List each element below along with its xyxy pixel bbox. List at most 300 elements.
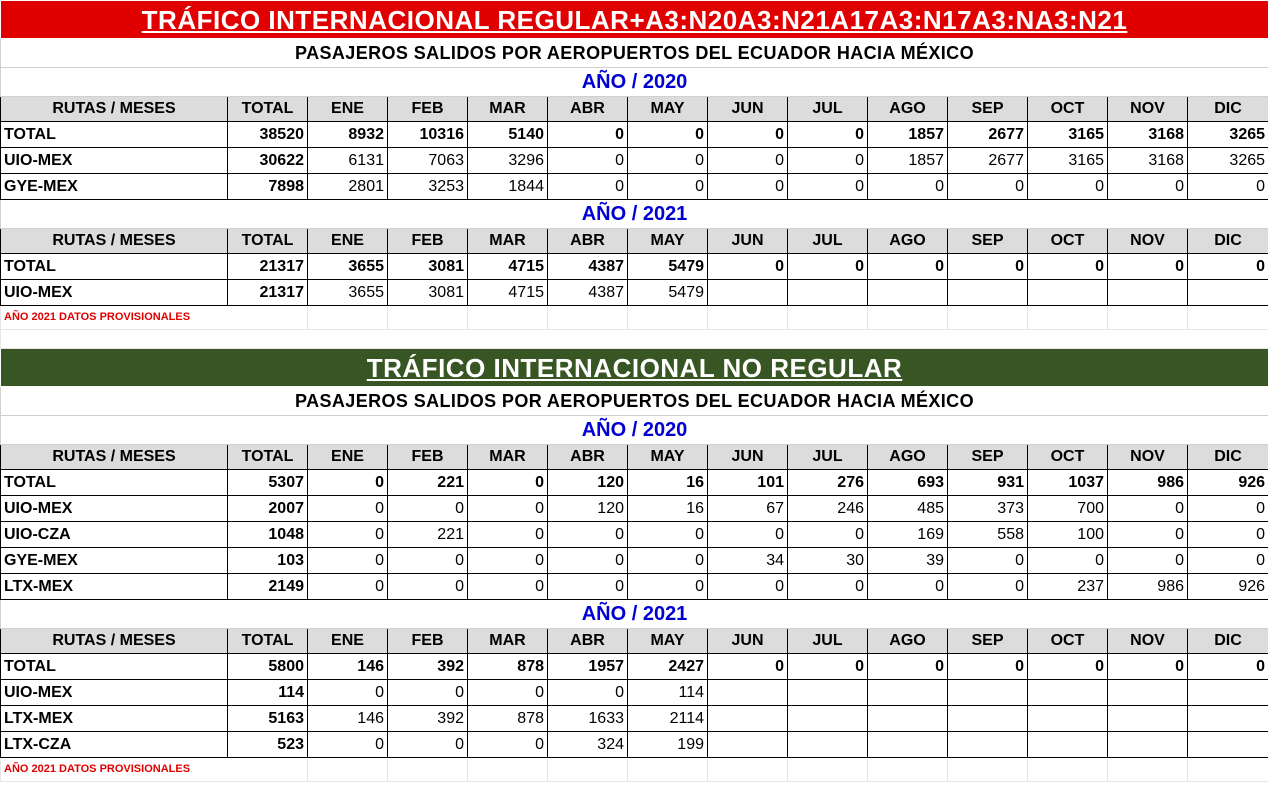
month-cell: 3265 (1188, 122, 1268, 148)
month-cell: 199 (628, 732, 708, 758)
column-header: MAR (468, 97, 548, 122)
month-cell: 2427 (628, 654, 708, 680)
month-cell: 926 (1188, 574, 1268, 600)
month-cell: 0 (548, 148, 628, 174)
column-header: OCT (1028, 97, 1108, 122)
table-row (1, 148, 1268, 174)
column-header: MAR (468, 229, 548, 254)
month-cell: 0 (708, 574, 788, 600)
month-cell (788, 706, 868, 732)
route-label: LTX-CZA (1, 732, 228, 758)
month-cell: 878 (468, 706, 548, 732)
no-regular-y2020-title: AÑO / 2020 (1, 416, 1268, 445)
column-header: OCT (1028, 629, 1108, 654)
month-cell: 0 (308, 496, 388, 522)
month-cell: 0 (1108, 522, 1188, 548)
empty-cell (308, 758, 388, 782)
route-label: UIO-MEX (1, 680, 228, 706)
month-cell: 0 (468, 680, 548, 706)
column-header: RUTAS / MESES (1, 629, 228, 654)
month-cell: 5479 (628, 254, 708, 280)
month-cell: 0 (708, 148, 788, 174)
month-cell: 0 (1188, 522, 1268, 548)
empty-cell (628, 758, 708, 782)
total-cell: 7898 (228, 174, 308, 200)
total-cell: 103 (228, 548, 308, 574)
month-cell: 0 (788, 174, 868, 200)
no-regular-banner-title: TRÁFICO INTERNACIONAL NO REGULAR (1, 349, 1268, 387)
column-header: ABR (548, 229, 628, 254)
month-cell: 485 (868, 496, 948, 522)
month-cell (1188, 732, 1268, 758)
route-label: GYE-MEX (1, 548, 228, 574)
route-label: LTX-MEX (1, 706, 228, 732)
column-header: DIC (1188, 229, 1268, 254)
month-cell: 30 (788, 548, 868, 574)
column-header: TOTAL (228, 629, 308, 654)
month-cell: 0 (1108, 496, 1188, 522)
month-cell (788, 680, 868, 706)
month-cell: 5140 (468, 122, 548, 148)
month-cell: 0 (468, 574, 548, 600)
column-header: TOTAL (228, 229, 308, 254)
month-cell: 0 (1108, 254, 1188, 280)
month-cell: 0 (868, 574, 948, 600)
month-cell: 4387 (548, 254, 628, 280)
month-cell: 0 (1028, 548, 1108, 574)
month-cell: 7063 (388, 148, 468, 174)
month-cell (708, 280, 788, 306)
empty-cell (1028, 306, 1108, 330)
empty-cell (388, 306, 468, 330)
month-cell: 0 (708, 122, 788, 148)
month-cell: 0 (628, 522, 708, 548)
total-cell: 114 (228, 680, 308, 706)
column-header: JUN (708, 229, 788, 254)
month-cell: 0 (548, 574, 628, 600)
month-cell (1028, 280, 1108, 306)
column-header: NOV (1108, 629, 1188, 654)
total-cell: 5800 (228, 654, 308, 680)
empty-cell (548, 758, 628, 782)
month-cell: 1037 (1028, 470, 1108, 496)
month-cell: 0 (708, 254, 788, 280)
column-header: SEP (948, 229, 1028, 254)
table-row (1, 654, 1268, 680)
total-cell: 21317 (228, 280, 308, 306)
month-cell (1188, 280, 1268, 306)
empty-cell (628, 306, 708, 330)
month-cell (788, 280, 868, 306)
month-cell: 0 (948, 548, 1028, 574)
month-cell: 0 (868, 654, 948, 680)
month-cell: 0 (548, 522, 628, 548)
no-regular-banner-row (1, 349, 1268, 387)
month-cell (1108, 280, 1188, 306)
column-header: DIC (1188, 97, 1268, 122)
month-cell: 221 (388, 470, 468, 496)
month-cell: 3168 (1108, 122, 1188, 148)
month-cell: 0 (388, 548, 468, 574)
route-label: UIO-CZA (1, 522, 228, 548)
column-header: MAR (468, 445, 548, 470)
column-header: RUTAS / MESES (1, 229, 228, 254)
month-cell: 1857 (868, 148, 948, 174)
month-cell (788, 732, 868, 758)
month-cell: 0 (1188, 496, 1268, 522)
month-cell: 0 (308, 470, 388, 496)
column-header: RUTAS / MESES (1, 97, 228, 122)
column-header: OCT (1028, 229, 1108, 254)
month-cell (1188, 680, 1268, 706)
no-regular-subtitle: PASAJEROS SALIDOS POR AEROPUERTOS DEL ECUADOR HACIA MÉXICO (1, 387, 1268, 416)
month-cell: 169 (868, 522, 948, 548)
column-header: AGO (868, 629, 948, 654)
column-header: MAR (468, 629, 548, 654)
month-cell: 0 (788, 148, 868, 174)
month-cell: 3165 (1028, 148, 1108, 174)
month-cell: 0 (708, 174, 788, 200)
regular-y2020-title: AÑO / 2020 (1, 68, 1268, 97)
month-cell: 3253 (388, 174, 468, 200)
column-header: JUL (788, 97, 868, 122)
month-cell (948, 280, 1028, 306)
total-cell: 5307 (228, 470, 308, 496)
month-cell: 16 (628, 470, 708, 496)
column-header: ABR (548, 97, 628, 122)
month-cell: 4387 (548, 280, 628, 306)
column-header: FEB (388, 629, 468, 654)
column-header: AGO (868, 97, 948, 122)
spacer-cell (1, 330, 1268, 349)
total-cell: 38520 (228, 122, 308, 148)
total-cell: 2007 (228, 496, 308, 522)
month-cell: 146 (308, 654, 388, 680)
month-cell (948, 732, 1028, 758)
month-cell (1028, 706, 1108, 732)
empty-cell (868, 306, 948, 330)
month-cell (868, 280, 948, 306)
month-cell: 0 (388, 732, 468, 758)
route-label: TOTAL (1, 470, 228, 496)
month-cell: 0 (868, 174, 948, 200)
month-cell: 700 (1028, 496, 1108, 522)
empty-cell (1028, 758, 1108, 782)
month-cell: 221 (388, 522, 468, 548)
month-cell: 0 (1028, 174, 1108, 200)
month-cell: 0 (308, 680, 388, 706)
month-cell: 0 (788, 122, 868, 148)
empty-cell (1108, 306, 1188, 330)
table-row (1, 706, 1268, 732)
month-cell: 4715 (468, 280, 548, 306)
column-header: TOTAL (228, 445, 308, 470)
no-regular-y2021-title-row (1, 600, 1268, 629)
total-cell: 21317 (228, 254, 308, 280)
month-cell: 558 (948, 522, 1028, 548)
empty-cell (1188, 306, 1268, 330)
table-row (1, 254, 1268, 280)
month-cell (948, 680, 1028, 706)
column-header: JUL (788, 445, 868, 470)
month-cell (868, 732, 948, 758)
month-cell: 0 (628, 548, 708, 574)
month-cell: 0 (388, 680, 468, 706)
month-cell: 0 (628, 148, 708, 174)
month-cell (1028, 732, 1108, 758)
month-cell: 0 (1108, 174, 1188, 200)
month-cell: 2114 (628, 706, 708, 732)
month-cell: 1857 (868, 122, 948, 148)
month-cell: 986 (1108, 574, 1188, 600)
month-cell: 0 (948, 174, 1028, 200)
empty-cell (548, 306, 628, 330)
column-header: SEP (948, 97, 1028, 122)
month-cell: 1633 (548, 706, 628, 732)
total-cell: 2149 (228, 574, 308, 600)
month-cell: 246 (788, 496, 868, 522)
month-cell: 0 (308, 732, 388, 758)
spacer-row (1, 330, 1268, 349)
table-row (1, 174, 1268, 200)
month-cell: 101 (708, 470, 788, 496)
total-cell: 30622 (228, 148, 308, 174)
month-cell: 3296 (468, 148, 548, 174)
month-cell: 0 (628, 574, 708, 600)
column-header: SEP (948, 629, 1028, 654)
column-header: FEB (388, 445, 468, 470)
empty-cell (468, 758, 548, 782)
month-cell: 0 (788, 522, 868, 548)
month-cell: 0 (548, 122, 628, 148)
month-cell: 39 (868, 548, 948, 574)
month-cell: 0 (628, 122, 708, 148)
regular-y2020-title-row (1, 68, 1268, 97)
month-cell: 237 (1028, 574, 1108, 600)
column-header: FEB (388, 229, 468, 254)
column-header: MAY (628, 229, 708, 254)
month-cell: 120 (548, 496, 628, 522)
regular-subtitle-row (1, 39, 1268, 68)
provisional-note: AÑO 2021 DATOS PROVISIONALES (1, 758, 308, 782)
no-regular-note-row (1, 758, 1268, 782)
route-label: UIO-MEX (1, 280, 228, 306)
column-header: NOV (1108, 445, 1188, 470)
month-cell: 0 (628, 174, 708, 200)
month-cell: 1957 (548, 654, 628, 680)
month-cell: 16 (628, 496, 708, 522)
month-cell: 0 (1188, 654, 1268, 680)
column-header: ENE (308, 97, 388, 122)
month-cell: 0 (388, 574, 468, 600)
month-cell: 0 (948, 254, 1028, 280)
month-cell: 0 (788, 654, 868, 680)
month-cell: 0 (788, 254, 868, 280)
route-label: TOTAL (1, 254, 228, 280)
month-cell: 0 (468, 470, 548, 496)
month-cell: 3081 (388, 280, 468, 306)
route-label: UIO-MEX (1, 496, 228, 522)
table-row (1, 680, 1268, 706)
total-cell: 1048 (228, 522, 308, 548)
month-cell: 0 (708, 654, 788, 680)
month-cell: 0 (1188, 174, 1268, 200)
column-header: JUN (708, 629, 788, 654)
column-header: MAY (628, 97, 708, 122)
month-cell: 0 (1028, 254, 1108, 280)
month-cell: 931 (948, 470, 1028, 496)
provisional-note: AÑO 2021 DATOS PROVISIONALES (1, 306, 308, 330)
month-cell (708, 680, 788, 706)
empty-cell (868, 758, 948, 782)
table-row (1, 548, 1268, 574)
regular-note-row (1, 306, 1268, 330)
month-cell: 693 (868, 470, 948, 496)
month-cell: 34 (708, 548, 788, 574)
regular-y2021-title: AÑO / 2021 (1, 200, 1268, 229)
table-row (1, 732, 1268, 758)
regular-y2020-header-row (1, 97, 1268, 122)
empty-cell (1188, 758, 1268, 782)
month-cell: 3165 (1028, 122, 1108, 148)
month-cell: 120 (548, 470, 628, 496)
empty-cell (708, 758, 788, 782)
month-cell: 10316 (388, 122, 468, 148)
route-label: LTX-MEX (1, 574, 228, 600)
regular-subtitle: PASAJEROS SALIDOS POR AEROPUERTOS DEL ECUADOR HACIA MÉXICO (1, 39, 1268, 68)
month-cell: 3168 (1108, 148, 1188, 174)
month-cell (1108, 680, 1188, 706)
empty-cell (788, 306, 868, 330)
regular-y2021-title-row (1, 200, 1268, 229)
column-header: MAY (628, 629, 708, 654)
month-cell: 0 (548, 548, 628, 574)
month-cell: 373 (948, 496, 1028, 522)
column-header: ENE (308, 445, 388, 470)
regular-banner-row (1, 1, 1268, 39)
column-header: ABR (548, 629, 628, 654)
column-header: TOTAL (228, 97, 308, 122)
no-regular-y2021-header-row (1, 629, 1268, 654)
month-cell (868, 680, 948, 706)
month-cell (868, 706, 948, 732)
month-cell: 5479 (628, 280, 708, 306)
month-cell: 2677 (948, 148, 1028, 174)
empty-cell (468, 306, 548, 330)
month-cell: 6131 (308, 148, 388, 174)
month-cell: 2801 (308, 174, 388, 200)
month-cell: 0 (948, 574, 1028, 600)
column-header: NOV (1108, 97, 1188, 122)
empty-cell (1108, 758, 1188, 782)
table-row (1, 574, 1268, 600)
table-row (1, 522, 1268, 548)
column-header: ENE (308, 629, 388, 654)
month-cell: 3655 (308, 280, 388, 306)
column-header: DIC (1188, 445, 1268, 470)
month-cell: 0 (308, 522, 388, 548)
route-label: TOTAL (1, 122, 228, 148)
table-row (1, 280, 1268, 306)
month-cell: 0 (468, 548, 548, 574)
month-cell (1188, 706, 1268, 732)
total-cell: 5163 (228, 706, 308, 732)
month-cell: 276 (788, 470, 868, 496)
route-label: GYE-MEX (1, 174, 228, 200)
month-cell: 0 (1028, 654, 1108, 680)
month-cell: 67 (708, 496, 788, 522)
month-cell (708, 706, 788, 732)
column-header: AGO (868, 229, 948, 254)
month-cell: 0 (308, 548, 388, 574)
empty-cell (388, 758, 468, 782)
month-cell: 4715 (468, 254, 548, 280)
month-cell: 0 (468, 522, 548, 548)
month-cell: 0 (1188, 254, 1268, 280)
column-header: JUL (788, 229, 868, 254)
column-header: JUN (708, 445, 788, 470)
month-cell: 0 (388, 496, 468, 522)
month-cell: 100 (1028, 522, 1108, 548)
column-header: RUTAS / MESES (1, 445, 228, 470)
month-cell: 3081 (388, 254, 468, 280)
month-cell: 114 (628, 680, 708, 706)
month-cell: 986 (1108, 470, 1188, 496)
no-regular-y2020-title-row (1, 416, 1268, 445)
month-cell: 0 (308, 574, 388, 600)
month-cell (1028, 680, 1108, 706)
month-cell (1108, 706, 1188, 732)
route-label: UIO-MEX (1, 148, 228, 174)
empty-cell (308, 306, 388, 330)
table-row (1, 122, 1268, 148)
table-row (1, 470, 1268, 496)
route-label: TOTAL (1, 654, 228, 680)
month-cell: 0 (1108, 548, 1188, 574)
column-header: DIC (1188, 629, 1268, 654)
no-regular-y2021-title: AÑO / 2021 (1, 600, 1268, 629)
empty-cell (948, 758, 1028, 782)
column-header: SEP (948, 445, 1028, 470)
column-header: NOV (1108, 229, 1188, 254)
month-cell: 0 (1108, 654, 1188, 680)
month-cell: 3265 (1188, 148, 1268, 174)
month-cell: 0 (468, 496, 548, 522)
month-cell: 878 (468, 654, 548, 680)
column-header: FEB (388, 97, 468, 122)
column-header: AGO (868, 445, 948, 470)
no-regular-subtitle-row (1, 387, 1268, 416)
month-cell: 0 (788, 574, 868, 600)
month-cell: 0 (1188, 548, 1268, 574)
month-cell: 2677 (948, 122, 1028, 148)
month-cell: 926 (1188, 470, 1268, 496)
no-regular-y2020-header-row (1, 445, 1268, 470)
column-header: JUL (788, 629, 868, 654)
month-cell: 8932 (308, 122, 388, 148)
month-cell (948, 706, 1028, 732)
month-cell: 0 (708, 522, 788, 548)
total-cell: 523 (228, 732, 308, 758)
month-cell: 0 (548, 174, 628, 200)
month-cell: 0 (468, 732, 548, 758)
month-cell: 3655 (308, 254, 388, 280)
regular-banner-title: TRÁFICO INTERNACIONAL REGULAR+A3:N20A3:N21A17A3:N17A3:NA3:N21 (1, 1, 1268, 39)
table-row (1, 496, 1268, 522)
column-header: JUN (708, 97, 788, 122)
month-cell (1108, 732, 1188, 758)
month-cell: 0 (948, 654, 1028, 680)
